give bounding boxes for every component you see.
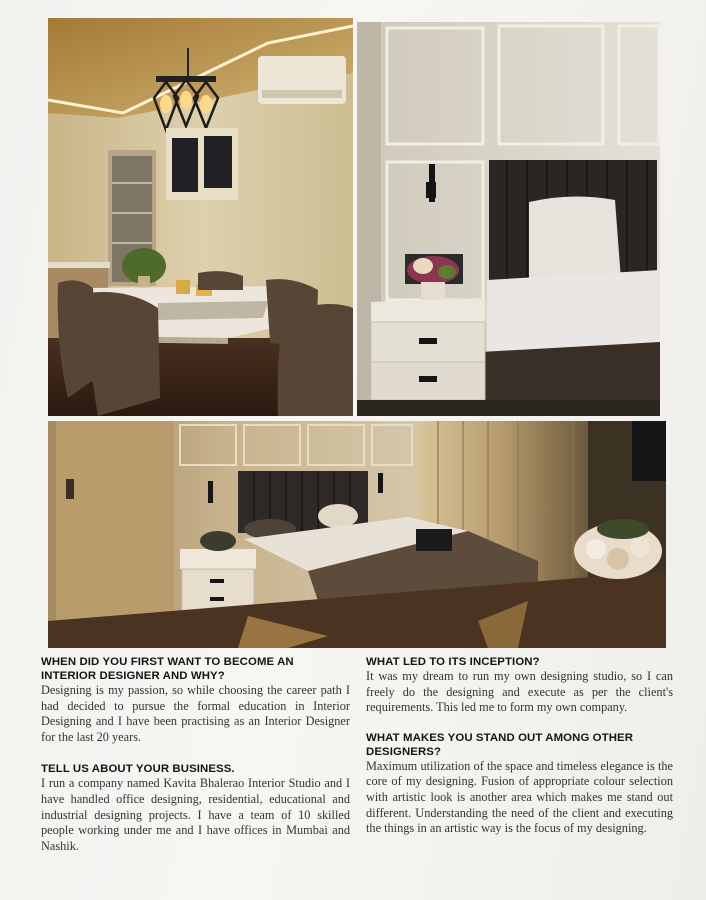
question-heading: TELL US ABOUT YOUR BUSINESS. bbox=[41, 763, 235, 776]
left-column bbox=[41, 655, 350, 854]
question-heading: WHEN DID YOU FIRST WANT TO BECOME AN INTERIOR DESIGNER AND WHY? bbox=[41, 656, 294, 682]
bedside-photo bbox=[357, 22, 660, 416]
answer-paragraph: Designing is my passion, so while choosing the career path I had decided to pursue the formal education in Interior Designing and I have been practising as an Interior Designer for the last 20 years. bbox=[41, 683, 350, 744]
dining-room-photo bbox=[48, 18, 353, 416]
question-heading: WHAT MAKES YOU STAND OUT AMONG OTHER DESIGNERS? bbox=[366, 731, 634, 758]
master-bedroom-photo bbox=[48, 421, 666, 648]
question-heading: WHAT LED TO ITS INCEPTION? bbox=[366, 656, 540, 668]
answer-paragraph: Maximum utilization of the space and timeless elegance is the core of my designing. Fusion of appropriate colour selection with artistic look is another area which makes me stand out different. Understanding the need of the client and executing the things in an artistic way is the focus of my designing. bbox=[366, 758, 673, 836]
right-column bbox=[366, 655, 673, 837]
answer-paragraph: I run a company named Kavita Bhalerao Interior Studio and I have handled office designing, residential, educational and industrial designing projects. I have a team of 10 skilled people working under me and I have offices in Mumbai and Nashik. bbox=[41, 776, 350, 853]
answer-paragraph: It was my dream to run my own designing studio, so I can freely do the designing and execute as per the client's requirements. This led me to form my own company. bbox=[366, 669, 673, 715]
